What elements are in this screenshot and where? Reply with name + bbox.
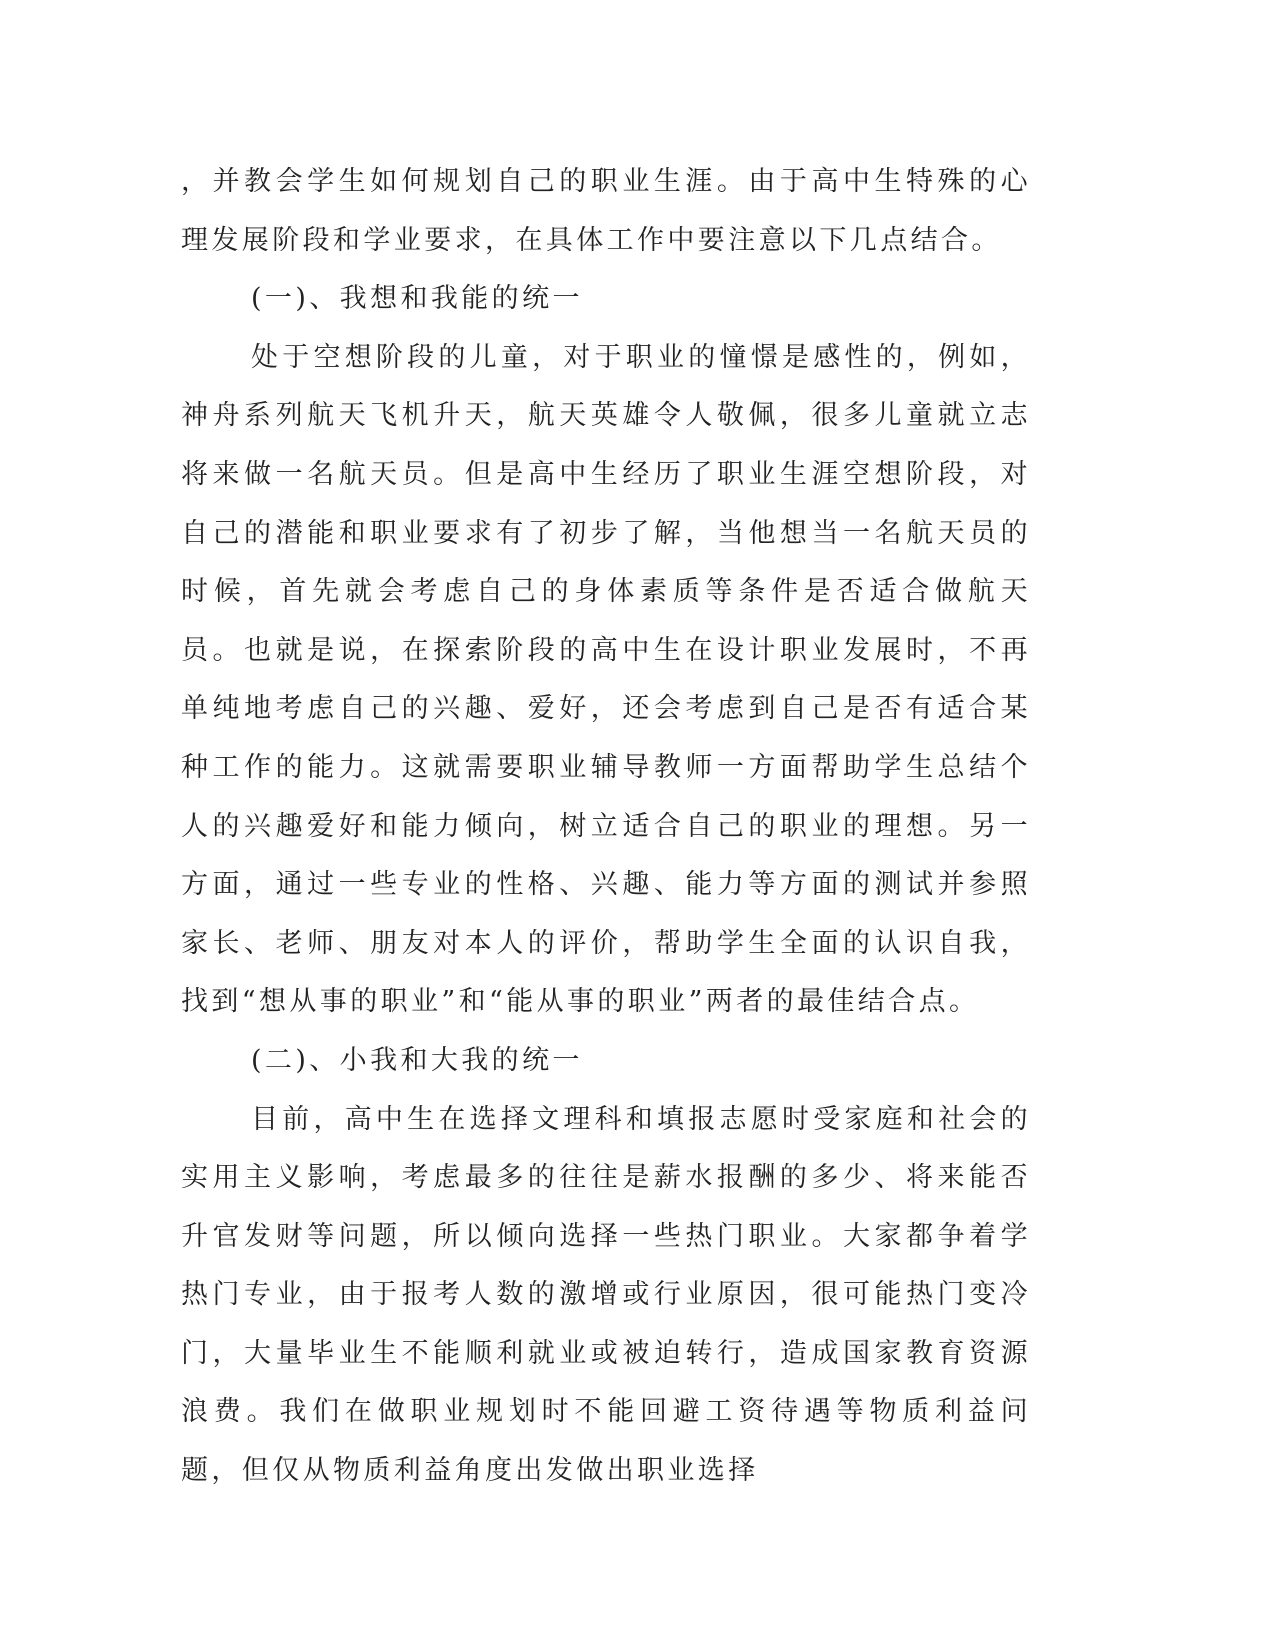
document-body [181,153,1031,1501]
paragraph-intro-continuation: ，并教会学生如何规划自己的职业生涯。由于高中生特殊的心理发展阶段和学业要求，在具体工作中要注意以下几点结合。 [181,166,1031,256]
section-heading-1: (一)、我想和我能的统一 [251,283,583,315]
section-heading-2: (二)、小我和大我的统一 [251,1044,583,1076]
paragraph-section-2: 目前，高中生在选择文理科和填报志愿时受家庭和社会的实用主义影响，考虑最多的往往是薪水报酬的多少、将来能否升官发财等问题，所以倾向选择一些热门职业。大家都争着学热门专业，由于报考人数的激增或行业原因，很可能热门变冷门，大量毕业生不能顺利就业或被迫转行，造成国家教育资源浪费。我们在做职业规划时不能回避工资待遇等物质利益问题，但仅从物质利益角度出发做出职业选择 [181,1103,1031,1487]
paragraph-section-1: 处于空想阶段的儿童，对于职业的憧憬是感性的，例如，神舟系列航天飞机升天，航天英雄令人敬佩，很多儿童就立志将来做一名航天员。但是高中生经历了职业生涯空想阶段，对自己的潜能和职业要求有了初步了解，当他想当一名航天员的时候，首先就会考虑自己的身体素质等条件是否适合做航天员。也就是说，在探索阶段的高中生在设计职业发展时，不再单纯地考虑自己的兴趣、爱好，还会考虑到自己是否有适合某种工作的能力。这就需要职业辅导教师一方面帮助学生总结个人的兴趣爱好和能力倾向，树立适合自己的职业的理想。另一方面，通过一些专业的性格、兴趣、能力等方面的测试并参照家长、老师、朋友对本人的评价，帮助学生全面的认识自我，找到“想从事的职业”和“能从事的职业”两者的最佳结合点。 [181,341,1031,1018]
